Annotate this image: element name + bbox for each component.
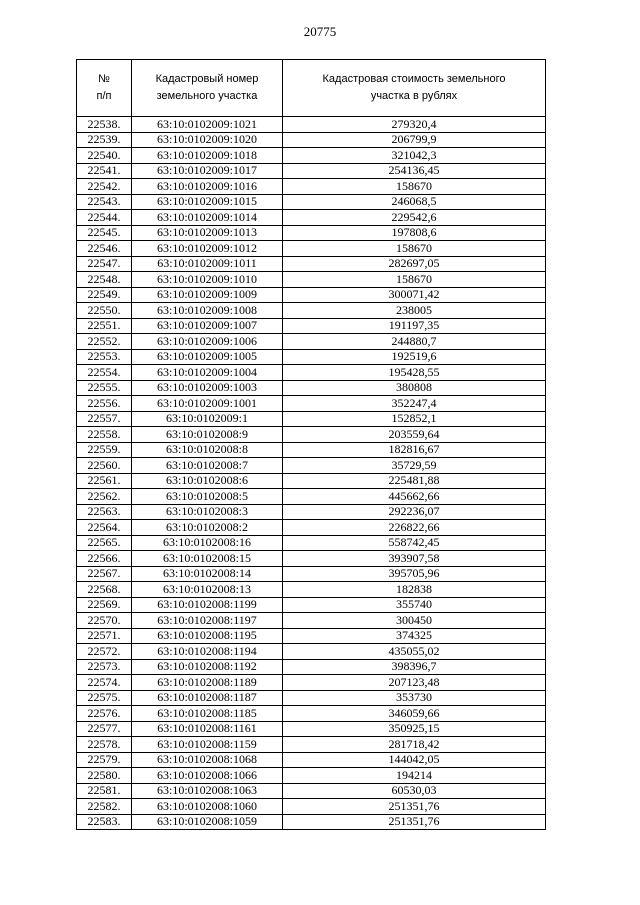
table-row [77,225,546,241]
cadastral-value-cell: 246068,5 [283,194,546,210]
header-number-line-2: п/п [96,90,112,102]
cadastral-value-cell: 353730 [283,690,546,706]
table-row [77,210,546,226]
cadastral-number-cell: 63:10:0102008:1192 [132,659,283,675]
table-row [77,179,546,195]
cadastral-number-cell: 63:10:0102008:1068 [132,752,283,768]
cadastral-value-cell: 350925,15 [283,721,546,737]
cadastral-number-cell: 63:10:0102008:1063 [132,783,283,799]
row-number-cell: 22538. [77,117,132,133]
header-number [77,60,132,117]
row-number-cell: 22576. [77,706,132,722]
cadastral-number-cell: 63:10:0102008:9 [132,427,283,443]
table-row [77,690,546,706]
row-number-cell: 22541. [77,163,132,179]
cadastral-number-cell: 63:10:0102008:6 [132,473,283,489]
cadastral-number-cell: 63:10:0102008:15 [132,551,283,567]
table-row [77,783,546,799]
cadastral-number-cell: 63:10:0102008:1185 [132,706,283,722]
table-row [77,737,546,753]
cadastral-value-cell: 229542,6 [283,210,546,226]
cadastral-value-cell: 182838 [283,582,546,598]
row-number-cell: 22566. [77,551,132,567]
table-row [77,458,546,474]
table-row [77,194,546,210]
row-number-cell: 22574. [77,675,132,691]
cadastral-number-cell: 63:10:0102008:5 [132,489,283,505]
row-number-cell: 22551. [77,318,132,334]
cadastral-number-cell: 63:10:0102008:1194 [132,644,283,660]
table-row [77,380,546,396]
cadastral-value-cell: 238005 [283,303,546,319]
table-body [77,117,546,830]
cadastral-value-cell: 300450 [283,613,546,629]
table-row [77,535,546,551]
table-row [77,163,546,179]
cadastral-value-cell: 282697,05 [283,256,546,272]
cadastral-number-cell: 63:10:0102009:1008 [132,303,283,319]
table-row [77,768,546,784]
table-row [77,411,546,427]
table-row [77,799,546,815]
table-row [77,504,546,520]
cadastral-number-cell: 63:10:0102009:1001 [132,396,283,412]
cadastral-number-cell: 63:10:0102008:1199 [132,597,283,613]
row-number-cell: 22539. [77,132,132,148]
cadastral-number-cell: 63:10:0102009:1018 [132,148,283,164]
cadastral-number-cell: 63:10:0102009:1016 [132,179,283,195]
row-number-cell: 22577. [77,721,132,737]
row-number-cell: 22579. [77,752,132,768]
row-number-cell: 22582. [77,799,132,815]
cadastral-number-cell: 63:10:0102009:1011 [132,256,283,272]
row-number-cell: 22553. [77,349,132,365]
cadastral-value-cell: 321042,3 [283,148,546,164]
cadastral-value-cell: 251351,76 [283,814,546,830]
row-number-cell: 22557. [77,411,132,427]
table-row [77,256,546,272]
cadastral-number-cell: 63:10:0102009:1017 [132,163,283,179]
cadastral-value-cell: 192519,6 [283,349,546,365]
table-row [77,752,546,768]
table-row [77,659,546,675]
table-row [77,628,546,644]
header-cadastral-value [283,60,546,117]
cadastral-value-cell: 197808,6 [283,225,546,241]
table-row [77,597,546,613]
table-row [77,334,546,350]
cadastral-number-cell: 63:10:0102008:8 [132,442,283,458]
row-number-cell: 22547. [77,256,132,272]
table-row [77,396,546,412]
row-number-cell: 22542. [77,179,132,195]
row-number-cell: 22558. [77,427,132,443]
cadastral-value-cell: 158670 [283,179,546,195]
cadastral-number-cell: 63:10:0102008:7 [132,458,283,474]
row-number-cell: 22550. [77,303,132,319]
header-cadastral-line-1: Кадастровый номер [155,73,259,85]
cadastral-value-cell: 35729,59 [283,458,546,474]
cadastral-value-cell: 194214 [283,768,546,784]
cadastral-number-cell: 63:10:0102009:1 [132,411,283,427]
cadastral-number-cell: 63:10:0102008:13 [132,582,283,598]
cadastral-number-cell: 63:10:0102009:1014 [132,210,283,226]
row-number-cell: 22554. [77,365,132,381]
header-cadastral-number [132,60,283,117]
row-number-cell: 22545. [77,225,132,241]
table-row [77,566,546,582]
row-number-cell: 22549. [77,287,132,303]
cadastral-value-cell: 281718,42 [283,737,546,753]
cadastral-value-cell: 203559,64 [283,427,546,443]
cadastral-value-cell: 144042,05 [283,752,546,768]
cadastral-number-cell: 63:10:0102009:1006 [132,334,283,350]
header-value-line-2: участка в рублях [370,90,458,102]
table-row [77,520,546,536]
cadastral-value-cell: 292236,07 [283,504,546,520]
row-number-cell: 22570. [77,613,132,629]
cadastral-number-cell: 63:10:0102009:1021 [132,117,283,133]
header-cadastral-line-2: земельного участка [156,90,258,102]
row-number-cell: 22568. [77,582,132,598]
cadastral-number-cell: 63:10:0102008:1059 [132,814,283,830]
cadastral-value-cell: 60530,03 [283,783,546,799]
table-row [77,148,546,164]
header-row [77,60,546,117]
table-row [77,287,546,303]
table-row [77,318,546,334]
cadastral-number-cell: 63:10:0102009:1020 [132,132,283,148]
cadastral-number-cell: 63:10:0102008:3 [132,504,283,520]
table-row [77,272,546,288]
cadastral-number-cell: 63:10:0102008:1060 [132,799,283,815]
row-number-cell: 22563. [77,504,132,520]
cadastral-value-cell: 158670 [283,241,546,257]
table-row [77,365,546,381]
table-row [77,427,546,443]
row-number-cell: 22575. [77,690,132,706]
row-number-cell: 22580. [77,768,132,784]
cadastral-value-cell: 226822,66 [283,520,546,536]
table-row [77,442,546,458]
cadastral-number-cell: 63:10:0102008:1066 [132,768,283,784]
cadastral-value-cell: 558742,45 [283,535,546,551]
table-row [77,132,546,148]
cadastral-number-cell: 63:10:0102009:1013 [132,225,283,241]
cadastral-value-cell: 225481,88 [283,473,546,489]
cadastral-value-cell: 355740 [283,597,546,613]
cadastral-number-cell: 63:10:0102009:1007 [132,318,283,334]
table-row [77,551,546,567]
cadastral-value-cell: 207123,48 [283,675,546,691]
cadastral-number-cell: 63:10:0102008:1197 [132,613,283,629]
cadastral-number-cell: 63:10:0102009:1010 [132,272,283,288]
cadastral-number-cell: 63:10:0102008:1189 [132,675,283,691]
cadastral-number-cell: 63:10:0102009:1009 [132,287,283,303]
row-number-cell: 22569. [77,597,132,613]
cadastral-value-cell: 380808 [283,380,546,396]
cadastral-value-cell: 195428,55 [283,365,546,381]
row-number-cell: 22573. [77,659,132,675]
table-row [77,241,546,257]
cadastral-value-cell: 374325 [283,628,546,644]
table-row [77,644,546,660]
table-header [77,60,546,117]
table-row [77,706,546,722]
cadastral-number-cell: 63:10:0102008:16 [132,535,283,551]
cadastral-value-cell: 445662,66 [283,489,546,505]
row-number-cell: 22555. [77,380,132,396]
cadastral-value-cell: 182816,67 [283,442,546,458]
header-value-line-1: Кадастровая стоимость земельного [322,73,506,85]
row-number-cell: 22572. [77,644,132,660]
table-row [77,303,546,319]
cadastral-value-cell: 251351,76 [283,799,546,815]
cadastral-number-cell: 63:10:0102009:1012 [132,241,283,257]
cadastral-number-cell: 63:10:0102008:1161 [132,721,283,737]
cadastral-number-cell: 63:10:0102008:1187 [132,690,283,706]
table-row [77,814,546,830]
cadastral-number-cell: 63:10:0102008:2 [132,520,283,536]
cadastral-number-cell: 63:10:0102009:1003 [132,380,283,396]
cadastral-value-cell: 393907,58 [283,551,546,567]
row-number-cell: 22578. [77,737,132,753]
cadastral-number-cell: 63:10:0102008:1195 [132,628,283,644]
table-row [77,117,546,133]
header-number-line-1: № [98,73,110,85]
table-row [77,675,546,691]
row-number-cell: 22546. [77,241,132,257]
table-row [77,721,546,737]
page-number: 20775 [303,24,337,39]
row-number-cell: 22565. [77,535,132,551]
row-number-cell: 22560. [77,458,132,474]
cadastral-value-cell: 352247,4 [283,396,546,412]
cadastral-value-cell: 300071,42 [283,287,546,303]
row-number-cell: 22544. [77,210,132,226]
cadastral-number-cell: 63:10:0102009:1005 [132,349,283,365]
cadastral-number-cell: 63:10:0102009:1015 [132,194,283,210]
row-number-cell: 22567. [77,566,132,582]
table-row [77,349,546,365]
row-number-cell: 22556. [77,396,132,412]
cadastral-value-cell: 254136,45 [283,163,546,179]
row-number-cell: 22559. [77,442,132,458]
table-row [77,613,546,629]
row-number-cell: 22561. [77,473,132,489]
cadastral-value-cell: 191197,35 [283,318,546,334]
cadastral-number-cell: 63:10:0102008:14 [132,566,283,582]
cadastral-value-cell: 152852,1 [283,411,546,427]
table-row [77,473,546,489]
cadastral-value-cell: 435055,02 [283,644,546,660]
row-number-cell: 22564. [77,520,132,536]
cadastral-value-cell: 158670 [283,272,546,288]
row-number-cell: 22540. [77,148,132,164]
row-number-cell: 22548. [77,272,132,288]
cadastral-value-cell: 398396,7 [283,659,546,675]
cadastral-value-cell: 206799,9 [283,132,546,148]
cadastral-value-table [76,59,546,830]
cadastral-value-cell: 279320,4 [283,117,546,133]
row-number-cell: 22583. [77,814,132,830]
row-number-cell: 22581. [77,783,132,799]
row-number-cell: 22571. [77,628,132,644]
cadastral-value-cell: 244880,7 [283,334,546,350]
cadastral-number-cell: 63:10:0102008:1159 [132,737,283,753]
row-number-cell: 22543. [77,194,132,210]
cadastral-value-cell: 395705,96 [283,566,546,582]
row-number-cell: 22552. [77,334,132,350]
table-row [77,582,546,598]
cadastral-number-cell: 63:10:0102009:1004 [132,365,283,381]
row-number-cell: 22562. [77,489,132,505]
cadastral-value-cell: 346059,66 [283,706,546,722]
table-row [77,489,546,505]
